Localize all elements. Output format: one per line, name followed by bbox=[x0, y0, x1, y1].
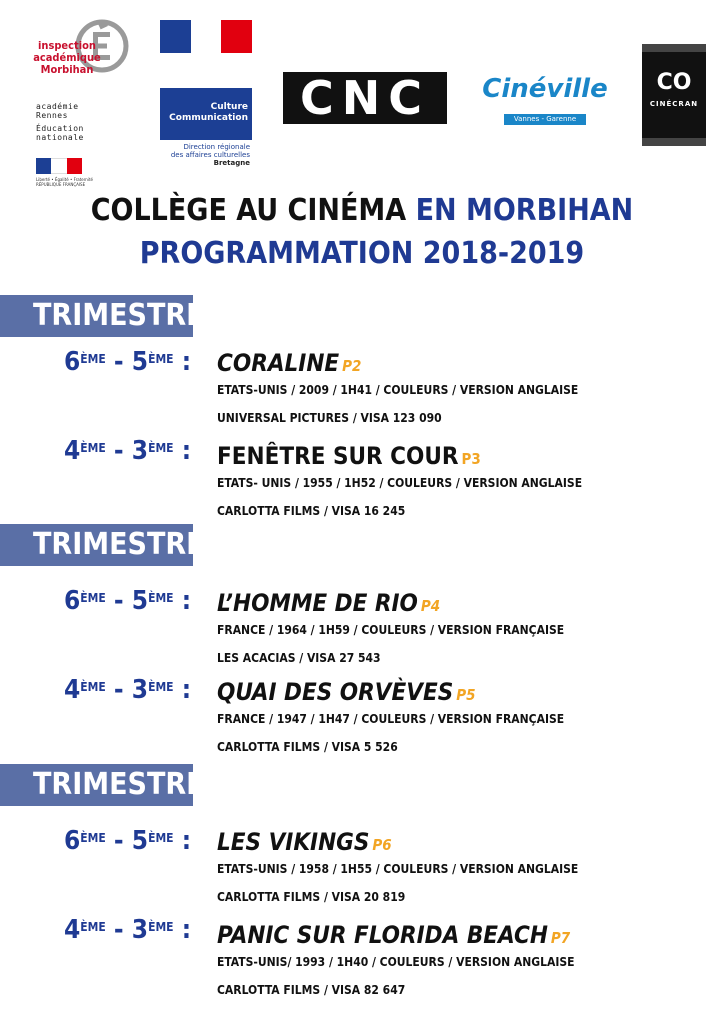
trimester-1-banner: TRIMESTRE 1 bbox=[0, 295, 193, 337]
page-title bbox=[0, 193, 724, 229]
film-entry bbox=[217, 441, 707, 519]
film-title: FENÊTRE SUR COUR P3 bbox=[217, 442, 481, 470]
level-label: 4ÈME - 3ÈME : bbox=[64, 675, 192, 705]
level-label: 6ÈME - 5ÈME : bbox=[64, 586, 192, 616]
inspection-academique-logo bbox=[22, 18, 130, 188]
film-info: ETATS- UNIS / 1955 / 1H52 / COULEURS / VERSION ANGLAISE bbox=[217, 476, 583, 490]
page-ref: P5 bbox=[456, 686, 476, 704]
culture-line-1: Culture bbox=[210, 102, 248, 112]
cinecran-name: CINÉCRAN bbox=[649, 100, 699, 108]
film-info: ETATS-UNIS / 2009 / 1H41 / COULEURS / VERSION ANGLAISE bbox=[217, 383, 579, 397]
republique-flag-icon bbox=[36, 158, 82, 174]
level-label: 4ÈME - 3ÈME : bbox=[64, 915, 192, 945]
cnc-logo: CNC bbox=[283, 72, 447, 124]
title-blue-part: EN MORBIHAN bbox=[415, 193, 634, 228]
cineville-logo bbox=[470, 72, 620, 124]
film-distributor: UNIVERSAL PICTURES / VISA 123 090 bbox=[217, 411, 442, 425]
page-ref: P7 bbox=[550, 929, 571, 947]
ia-line-2: académique bbox=[33, 51, 101, 64]
film-entry bbox=[217, 677, 707, 755]
page-ref: P2 bbox=[342, 357, 362, 375]
level-label: 4ÈME - 3ÈME : bbox=[64, 436, 192, 466]
culture-box bbox=[160, 88, 252, 140]
film-distributor: CARLOTTA FILMS / VISA 82 647 bbox=[217, 983, 406, 997]
ia-line-1: inspection bbox=[38, 39, 96, 52]
level-label: 6ÈME - 5ÈME : bbox=[64, 826, 192, 856]
film-info: FRANCE / 1964 / 1H59 / COULEURS / VERSION FRANÇAISE bbox=[217, 623, 565, 637]
page-subtitle: PROGRAMMATION 2018-2019 bbox=[139, 236, 585, 271]
trimester-2-banner: TRIMESTRE 2 bbox=[0, 524, 193, 566]
page-ref: P4 bbox=[420, 597, 441, 615]
title-black-part: COLLÈGE AU CINÉMA bbox=[90, 193, 407, 228]
drac-line-1: Direction régionale bbox=[183, 143, 250, 151]
film-distributor: LES ACACIAS / VISA 27 543 bbox=[217, 651, 381, 665]
film-entry bbox=[217, 348, 707, 426]
level-label: 6ÈME - 5ÈME : bbox=[64, 347, 192, 377]
inspection-name bbox=[22, 40, 112, 76]
ia-sub-3: Éducation bbox=[36, 124, 84, 133]
drac-line-2: des affaires culturelles bbox=[170, 151, 250, 159]
film-entry bbox=[217, 827, 707, 905]
drac-caption bbox=[160, 143, 252, 167]
film-info: ETATS-UNIS / 1958 / 1H55 / COULEURS / VERSION ANGLAISE bbox=[217, 862, 579, 876]
drac-region: Bretagne bbox=[213, 159, 250, 167]
film-distributor: CARLOTTA FILMS / VISA 16 245 bbox=[217, 504, 406, 518]
film-title: PANIC SUR FLORIDA BEACH P7 bbox=[217, 921, 571, 949]
culture-line-2: Communication bbox=[169, 113, 248, 123]
film-title: LES VIKINGS P6 bbox=[217, 828, 392, 856]
ia-sub-1: académie bbox=[36, 102, 79, 111]
film-entry bbox=[217, 588, 707, 666]
ia-sub-2: Rennes bbox=[36, 111, 68, 120]
film-title: L’HOMME DE RIO P4 bbox=[217, 589, 441, 617]
flag-caption: Liberté • Égalité • Fraternité RÉPUBLIQUE FRANÇAISE bbox=[36, 177, 93, 187]
film-info: FRANCE / 1947 / 1H47 / COULEURS / VERSION FRANÇAISE bbox=[217, 712, 565, 726]
cinecran-logo bbox=[642, 44, 706, 146]
republique-francaise-logo bbox=[160, 20, 252, 78]
page-ref: P6 bbox=[372, 836, 392, 854]
page-ref: P3 bbox=[461, 450, 481, 468]
marianne-flag-icon bbox=[160, 20, 252, 53]
film-entry bbox=[217, 920, 707, 998]
cineville-name: Cinéville bbox=[482, 74, 608, 104]
ia-sub-4: nationale bbox=[36, 133, 84, 142]
cineville-sub: Vannes - Garenne bbox=[504, 114, 586, 125]
trimester-3-banner: TRIMESTRE 3 bbox=[0, 764, 193, 806]
film-info: ETATS-UNIS/ 1993 / 1H40 / COULEURS / VERSION ANGLAISE bbox=[217, 955, 575, 969]
ia-line-3: Morbihan bbox=[40, 63, 94, 76]
film-title: CORALINE P2 bbox=[217, 349, 362, 377]
culture-communication-logo bbox=[160, 88, 252, 176]
film-title: QUAI DES ORVÈVES P5 bbox=[217, 678, 476, 706]
cinecran-glyph: CO bbox=[656, 70, 692, 95]
academie-text bbox=[36, 102, 84, 142]
film-distributor: CARLOTTA FILMS / VISA 20 819 bbox=[217, 890, 406, 904]
film-distributor: CARLOTTA FILMS / VISA 5 526 bbox=[217, 740, 398, 754]
